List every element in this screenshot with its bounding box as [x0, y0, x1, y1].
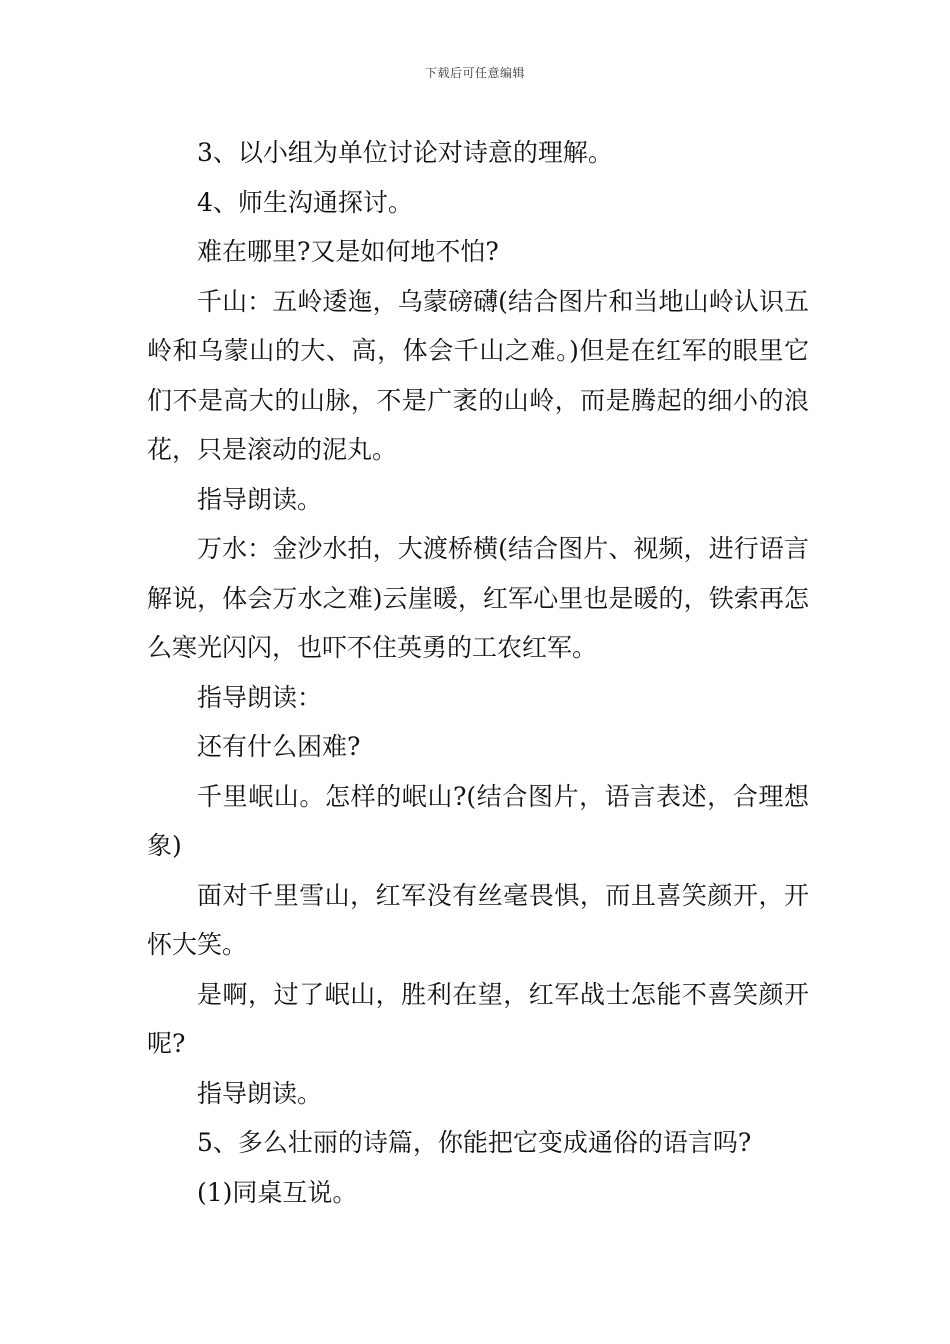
- paragraph: 千山：五岭逶迤，乌蒙磅礴(结合图片和当地山岭认识五岭和乌蒙山的大、高，体会千山之难。)但是在红军的眼里它们不是高大的山脉，不是广袤的山岭，而是腾起的细小的浪花，只是滚动的泥丸。: [147, 286, 809, 464]
- document-body: [147, 128, 809, 1217]
- paragraph: 万水：金沙水拍，大渡桥横(结合图片、视频，进行语言解说，体会万水之难)云崖暖，红军心里也是暖的，铁索再怎么寒光闪闪，也吓不住英勇的工农红军。: [147, 534, 809, 662]
- paragraph: 是啊，过了岷山，胜利在望，红军战士怎能不喜笑颜开呢?: [147, 979, 809, 1058]
- paragraph: 指导朗读。: [197, 484, 323, 514]
- paragraph: 指导朗读：: [197, 682, 323, 712]
- paragraph: 还有什么困难?: [197, 732, 361, 761]
- paragraph: (1)同桌互说。: [197, 1177, 358, 1207]
- paragraph: 3、以小组为单位讨论对诗意的理解。: [197, 138, 613, 167]
- paragraph: 面对千里雪山，红军没有丝毫畏惧，而且喜笑颜开，开怀大笑。: [147, 880, 809, 959]
- page-header: 下载后可任意编辑: [424, 66, 525, 80]
- paragraph: 5、多么壮丽的诗篇，你能把它变成通俗的语言吗?: [197, 1128, 752, 1157]
- paragraph: 千里岷山。怎样的岷山?(结合图片，语言表述，合理想象): [147, 781, 809, 860]
- paragraph: 难在哪里?又是如何地不怕?: [197, 237, 499, 266]
- paragraph: 指导朗读。: [197, 1078, 323, 1108]
- paragraph: 4、师生沟通探讨。: [197, 187, 413, 217]
